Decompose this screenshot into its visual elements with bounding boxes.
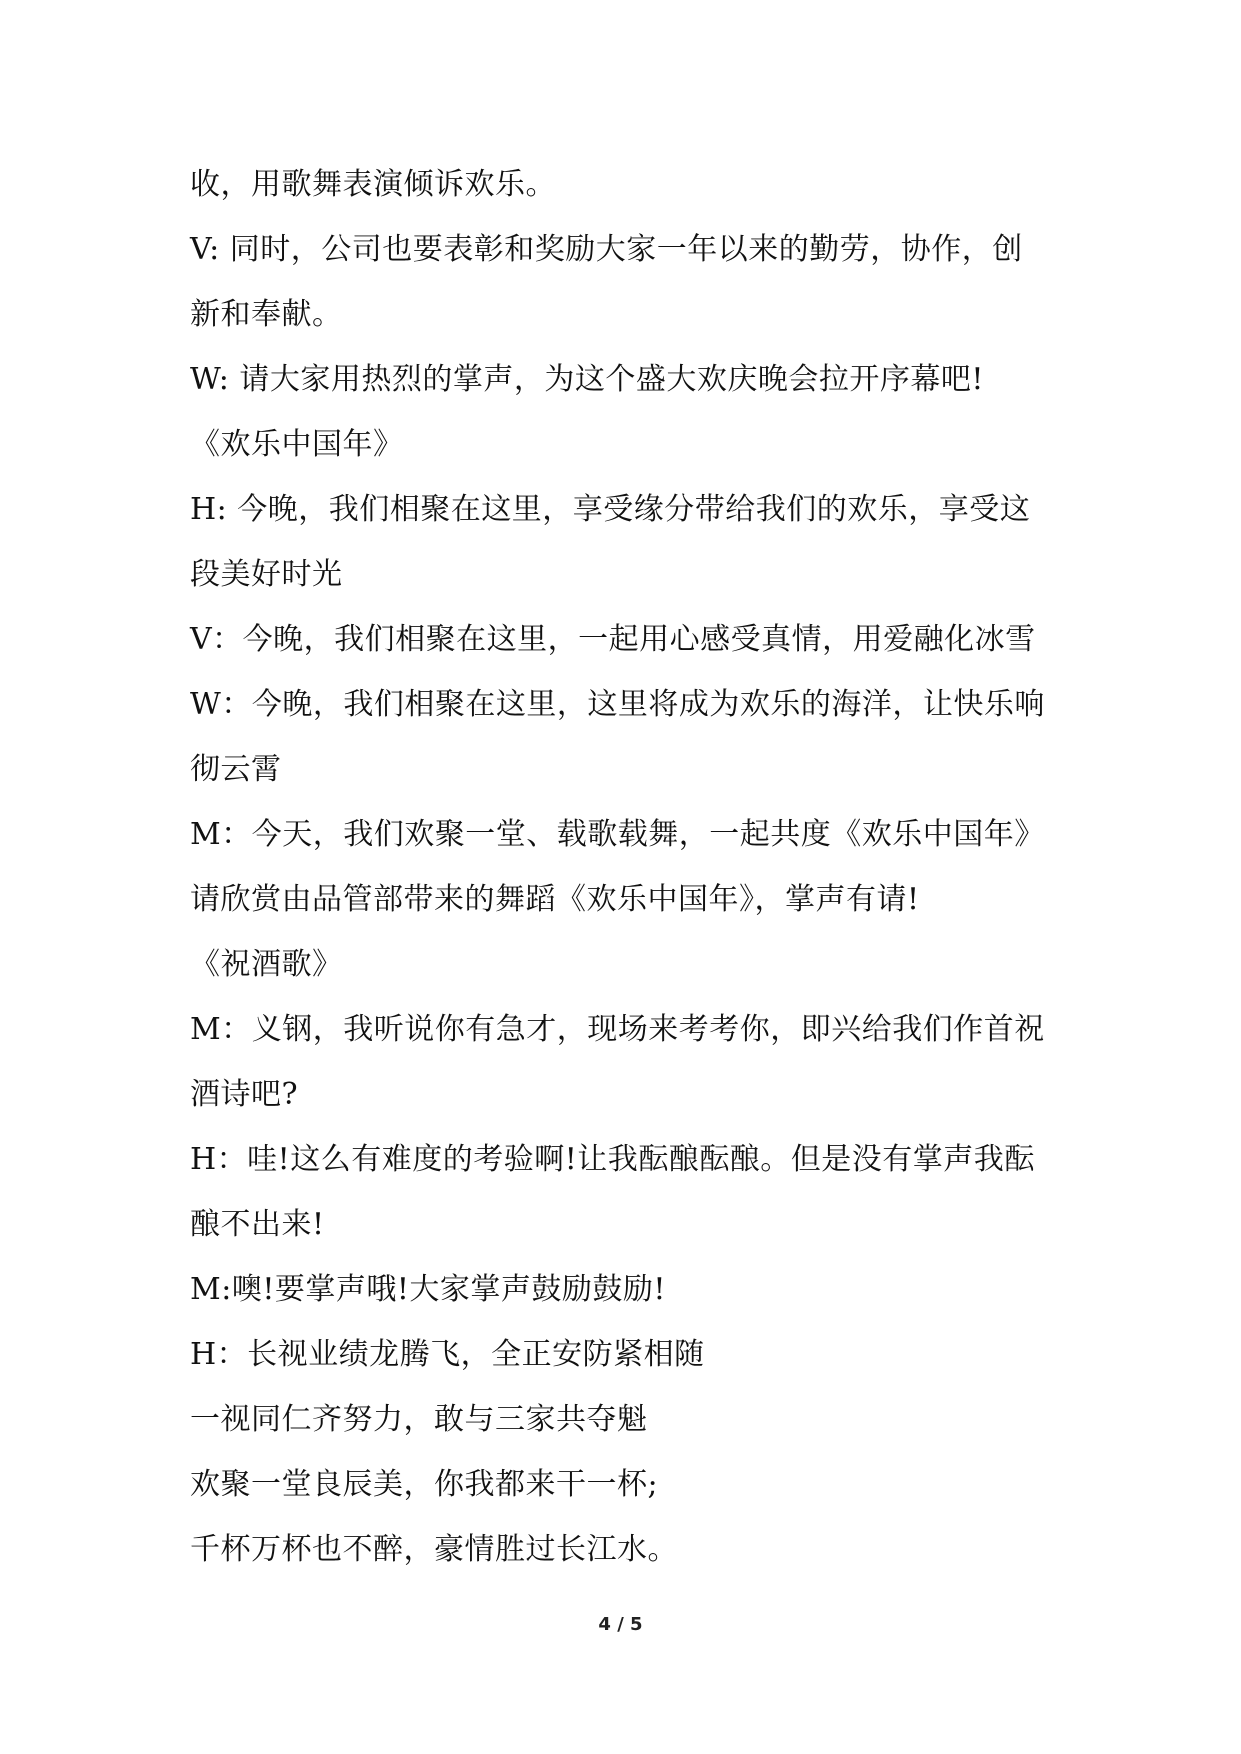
- text-line: 段美好时光: [190, 557, 343, 592]
- text-line: 收，用歌舞表演倾诉欢乐。: [190, 167, 556, 202]
- text-line: M:噢!要掌声哦!大家掌声鼓励鼓励!: [190, 1272, 666, 1307]
- document-body: [190, 152, 1070, 1582]
- text-line: W: 请大家用热烈的掌声，为这个盛大欢庆晚会拉开序幕吧!: [190, 362, 984, 397]
- text-line: M：义钢，我听说你有急才，现场来考考你，即兴给我们作首祝: [190, 1012, 1045, 1047]
- page-number: 4 / 5: [598, 1614, 643, 1635]
- section-title: 《欢乐中国年》: [190, 427, 404, 462]
- section-title: 《祝酒歌》: [190, 947, 343, 982]
- text-line: V: 同时，公司也要表彰和奖励大家一年以来的勤劳，协作，创: [190, 232, 1023, 267]
- text-line: W：今晚，我们相聚在这里，这里将成为欢乐的海洋，让快乐响: [190, 687, 1045, 722]
- text-line: 彻云霄: [190, 752, 282, 787]
- text-line: 酿不出来!: [190, 1207, 325, 1242]
- poem-line: H：长视业绩龙腾飞，全正安防紧相随: [190, 1337, 705, 1372]
- text-line: H: 今晚，我们相聚在这里，享受缘分带给我们的欢乐，享受这: [190, 492, 1031, 527]
- text-line: M：今天，我们欢聚一堂、载歌载舞，一起共度《欢乐中国年》: [190, 817, 1045, 852]
- text-line: 请欣赏由品管部带来的舞蹈《欢乐中国年》，掌声有请!: [190, 882, 920, 917]
- text-line: 新和奉献。: [190, 297, 343, 332]
- text-line: 酒诗吧?: [190, 1077, 299, 1112]
- text-line: V：今晚，我们相聚在这里，一起用心感受真情，用爱融化冰雪: [190, 622, 1036, 657]
- poem-line: 欢聚一堂良辰美，你我都来干一杯;: [190, 1467, 659, 1502]
- poem-line: 千杯万杯也不醉，豪情胜过长江水。: [190, 1532, 678, 1567]
- text-line: H：哇!这么有难度的考验啊!让我酝酿酝酿。但是没有掌声我酝: [190, 1142, 1035, 1177]
- poem-line: 一视同仁齐努力，敢与三家共夺魁: [190, 1402, 648, 1437]
